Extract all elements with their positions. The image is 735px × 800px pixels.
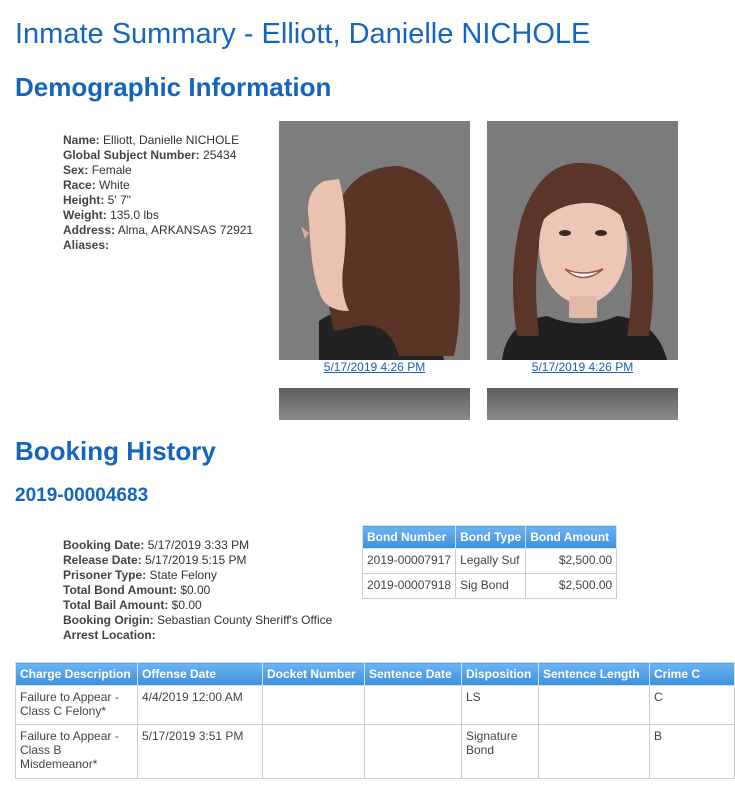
disposition-cell: LS <box>462 686 539 725</box>
bond-type-header[interactable]: Bond Type <box>456 526 526 549</box>
mugshot-thumbnail[interactable] <box>279 388 470 420</box>
field-race: Race: White <box>63 178 130 192</box>
field-release-date: Release Date: 5/17/2019 5:15 PM <box>63 553 247 567</box>
offense-date-cell: 5/17/2019 3:51 PM <box>138 725 263 779</box>
sentence-date-cell <box>365 686 462 725</box>
crime-class-cell: C <box>650 686 735 725</box>
field-prisoner-type: Prisoner Type: State Felony <box>63 568 217 582</box>
bond-number-cell: 2019-00007917 <box>363 549 456 574</box>
bond-amount-header[interactable]: Bond Amount <box>526 526 617 549</box>
sentence-date-cell <box>365 725 462 779</box>
demographic-heading: Demographic Information <box>15 72 332 102</box>
disposition-header[interactable]: Disposition <box>462 663 539 686</box>
field-arrest-location: Arrest Location: <box>63 628 156 642</box>
charge-description-cell: Failure to Appear - Class C Felony* <box>16 686 138 725</box>
bond-amount-cell: $2,500.00 <box>526 549 617 574</box>
bond-number-cell: 2019-00007918 <box>363 574 456 599</box>
booking-info <box>63 538 332 643</box>
mugshot-profile-photo[interactable] <box>279 121 470 360</box>
bond-table <box>362 525 617 599</box>
mugshot-front-photo[interactable] <box>487 121 678 360</box>
mugshot-profile-link[interactable]: 5/17/2019 4:26 PM <box>323 360 426 374</box>
offense-date-cell: 4/4/2019 12:00 AM <box>138 686 263 725</box>
bond-amount-cell: $2,500.00 <box>526 574 617 599</box>
charges-table <box>15 662 735 779</box>
sentence-length-header[interactable]: Sentence Length <box>539 663 650 686</box>
mugshot-front-image <box>487 121 678 360</box>
table-row <box>363 574 617 599</box>
table-row <box>16 686 735 725</box>
page-title: Inmate Summary - Elliott, Danielle NICHOLE <box>15 18 591 50</box>
offense-date-header[interactable]: Offense Date <box>138 663 263 686</box>
table-row <box>363 549 617 574</box>
demographic-info <box>63 133 253 253</box>
charges-table-header <box>16 663 735 686</box>
mugshot-thumbnail[interactable] <box>487 388 678 420</box>
field-height: Height: 5' 7" <box>63 193 131 207</box>
field-global-subject-number: Global Subject Number: 25434 <box>63 148 237 162</box>
docket-number-cell <box>263 725 365 779</box>
field-weight: Weight: 135.0 lbs <box>63 208 159 222</box>
charge-description-header[interactable]: Charge Description <box>16 663 138 686</box>
booking-history-heading: Booking History <box>15 436 216 466</box>
disposition-cell: Signature Bond <box>462 725 539 779</box>
sentence-date-header[interactable]: Sentence Date <box>365 663 462 686</box>
bond-type-cell: Legally Suf <box>456 549 526 574</box>
bond-type-cell: Sig Bond <box>456 574 526 599</box>
field-booking-date: Booking Date: 5/17/2019 3:33 PM <box>63 538 250 552</box>
field-address: Address: Alma, ARKANSAS 72921 <box>63 223 254 237</box>
field-aliases: Aliases: <box>63 238 110 252</box>
mugshot-profile-image <box>279 121 470 360</box>
docket-number-cell <box>263 686 365 725</box>
sentence-length-cell <box>539 686 650 725</box>
table-row <box>16 725 735 779</box>
field-total-bond-amount: Total Bond Amount: $0.00 <box>63 583 211 597</box>
crime-class-cell: B <box>650 725 735 779</box>
field-name: Name: Elliott, Danielle NICHOLE <box>63 133 240 147</box>
bond-number-header[interactable]: Bond Number <box>363 526 456 549</box>
field-total-bail-amount: Total Bail Amount: $0.00 <box>63 598 202 612</box>
booking-number: 2019-00004683 <box>15 485 149 506</box>
charge-description-cell: Failure to Appear - Class B Misdemeanor* <box>16 725 138 779</box>
docket-number-header[interactable]: Docket Number <box>263 663 365 686</box>
crime-class-header[interactable]: Crime C <box>650 663 735 686</box>
mugshot-front-link[interactable]: 5/17/2019 4:26 PM <box>531 360 634 374</box>
sentence-length-cell <box>539 725 650 779</box>
charges-table-container[interactable] <box>15 662 701 792</box>
bond-table-header <box>363 526 617 549</box>
field-sex: Sex: Female <box>63 163 132 177</box>
field-booking-origin: Booking Origin: Sebastian County Sheriff's Office <box>63 613 333 627</box>
